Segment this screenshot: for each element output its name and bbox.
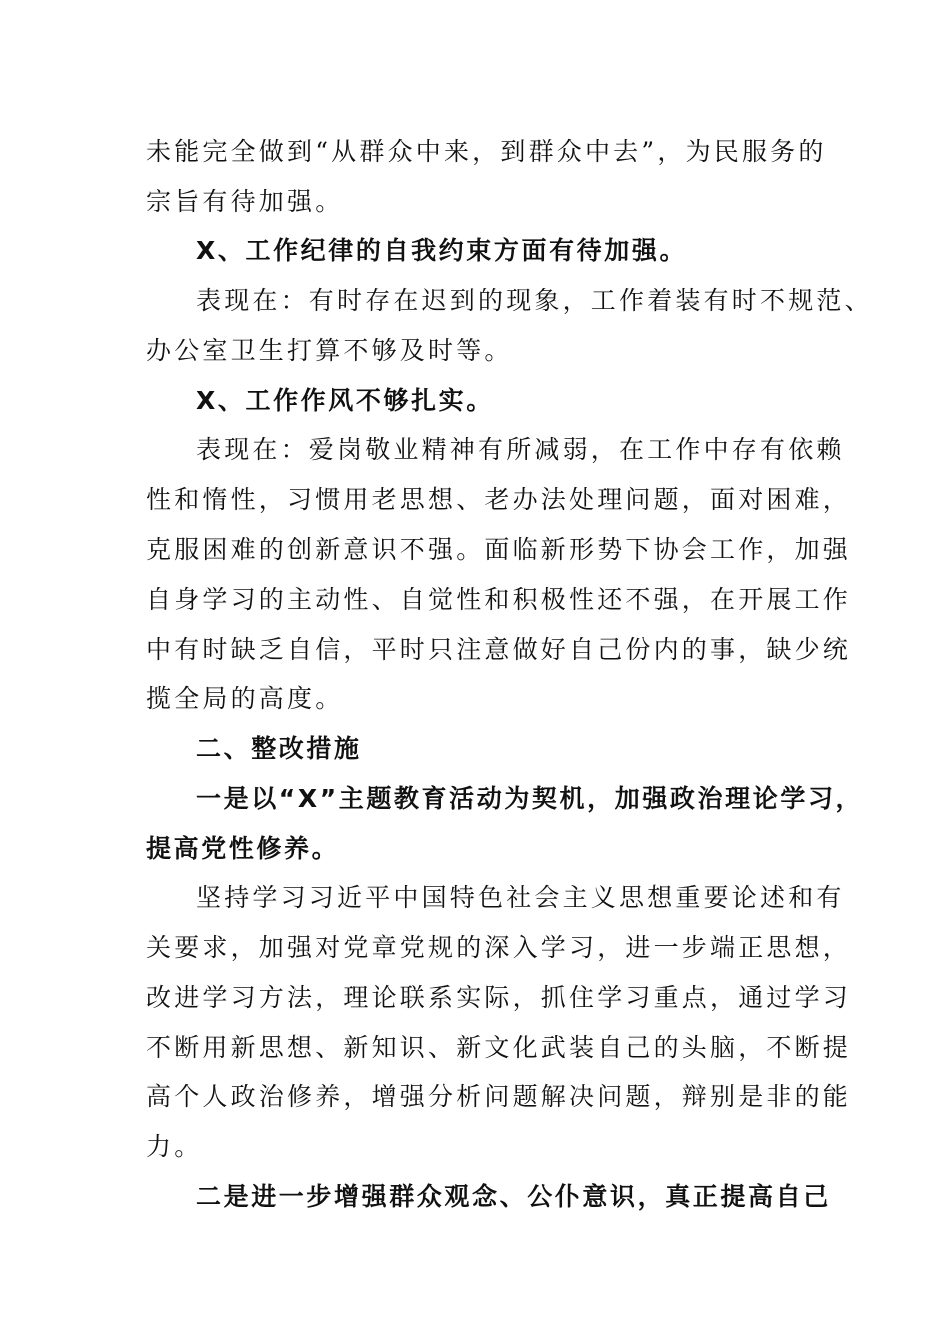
section-heading: 二、整改措施 [196,734,362,763]
text-line: 办公室卫生打算不够及时等。 [146,336,513,365]
text-line: 改进学习方法，理论联系实际，抓住学习重点，通过学习 [146,983,852,1012]
text-line: 自身学习的主动性、自觉性和积极性还不强，在开展工作 [146,585,852,614]
subsection-heading: 二是进一步增强群众观念、公仆意识，真正提高自己 [196,1182,831,1211]
subsection-heading: 一是以“X”主题教育活动为契机，加强政治理论学习， [196,784,864,813]
text-line: 表现在：有时存在迟到的现象，工作着装有时不规范、 [196,286,873,315]
text-line: 高个人政治修养，增强分析问题解决问题，辩别是非的能 [146,1082,852,1111]
text-line: 克服困难的创新意识不强。面临新形势下协会工作，加强 [146,535,852,564]
text-line: 未能完全做到“从群众中来，到群众中去”，为民服务的 [146,137,827,166]
text-line: 揽全局的高度。 [146,684,344,713]
text-line: 不断用新思想、新知识、新文化武装自己的头脑，不断提 [146,1033,852,1062]
section-heading: X、工作纪律的自我约束方面有待加强。 [196,236,688,265]
text-line: 关要求，加强对党章党规的深入学习，进一步端正思想， [146,933,852,962]
text-line: 宗旨有待加强。 [146,187,344,216]
subsection-heading: 提高党性修养。 [146,834,340,863]
text-line: 性和惰性，习惯用老思想、老办法处理问题，面对困难， [146,485,852,514]
text-line: 坚持学习习近平中国特色社会主义思想重要论述和有 [196,883,845,912]
text-line: 力。 [146,1132,203,1161]
section-heading: X、工作作风不够扎实。 [196,386,494,415]
text-line: 中有时缺乏自信，平时只注意做好自己份内的事，缺少统 [146,635,852,664]
text-line: 表现在：爱岗敬业精神有所减弱，在工作中存有依赖 [196,435,845,464]
